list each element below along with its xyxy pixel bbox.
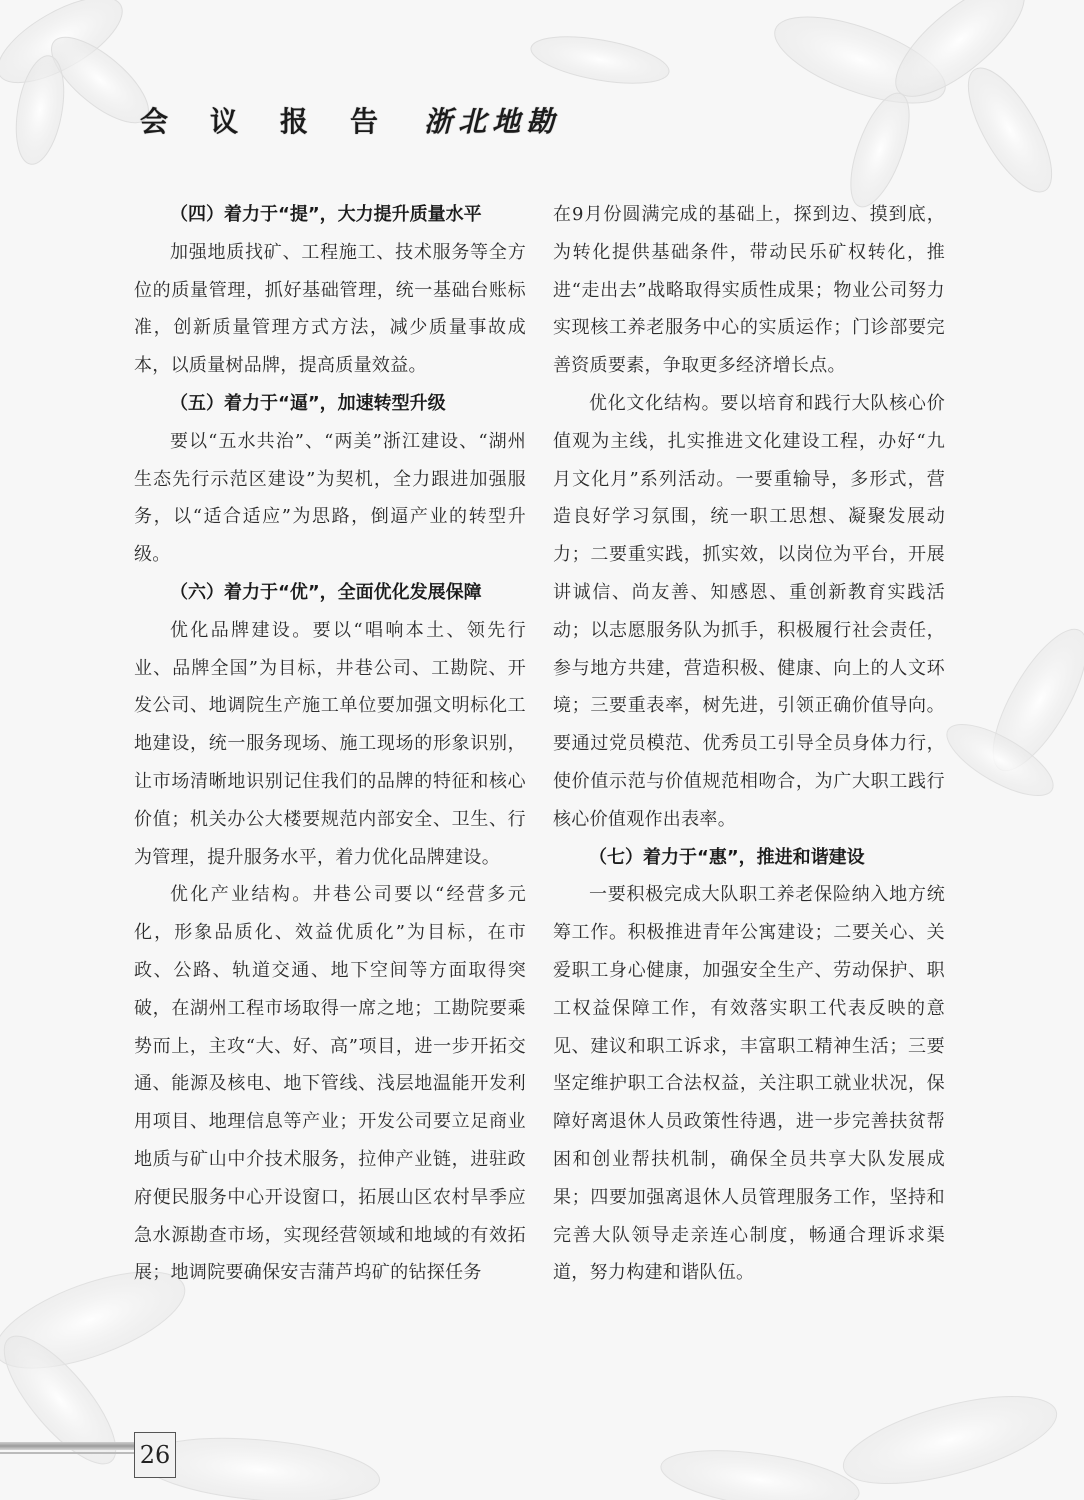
paragraph: 优化品牌建设。要以“唱响本土、领先行业、品牌全国”为目标，井巷公司、工勘院、开发公司、地调院生产施工单位要加强文明标化工地建设，统一服务现场、施工现场的形象识别，让市场清晰地识别记住我们的品牌的特征和核心价值；机关办公大楼要规范内部安全、卫生、行为管理，提升服务水平，着力优化品牌建设。 [134, 619, 526, 868]
flower-bottom-right [657, 1379, 1065, 1500]
header-char-1: 会 [140, 105, 169, 138]
section-heading-7: （七）着力于“惠”，推进和谐建设 [589, 846, 865, 868]
paragraph: 要以“五水共治”、“两美”浙江建设、“湖州生态先行示范区建设”为契机，全力跟进加强服务，以“适合适应”为思路，倒逼产业的转型升级。 [134, 430, 526, 566]
page-number: 26 [134, 1432, 176, 1478]
section-heading-5: （五）着力于“逼”，加速转型升级 [170, 392, 446, 414]
flower-top-left [0, 0, 161, 168]
flower-right-mid [937, 617, 1084, 809]
flower-top-right [528, 0, 1068, 214]
paragraph: 加强地质找矿、工程施工、技术服务等全方位的质量管理，抓好基础管理，统一基础台账标准，创新质量管理方式方法，减少质量事故成本，以质量树品牌，提高质量效益。 [134, 241, 526, 377]
header-char-3: 报 [280, 105, 309, 138]
paragraph: 优化产业结构。井巷公司要以“经营多元化，形象品质化、效益优质化”为目标，在市政、公路、轨道交通、地下空间等方面取得突破，在湖州工程市场取得一席之地；工勘院要乘势而上，主攻“大、好、高”项目，进一步开拓交通、能源及核电、地下管线、浅层地温能开发利用项目、地理信息等产业；开发公司要立足商业地质与矿山中介技术服务，拉伸产业链，进驻政府便民服务中心开设窗口，拓展山区农村旱季应急水源勘查市场，实现经营领域和地域的有效拓展；地调院要确保安吉蒲芦坞矿的钻探任务 [134, 884, 526, 1284]
paragraph-continued: 在9月份圆满完成的基础上，探到边、摸到底，为转化提供基础条件，带动民乐矿权转化，推进“走出去”战略取得实质性成果；物业公司努力实现核工养老服务中心的实质运作；门诊部要完善资质要素，争取更多经济增长点。 [553, 204, 945, 377]
section-heading-4: （四）着力于“提”，大力提升质量水平 [170, 204, 482, 225]
left-column [134, 196, 526, 1292]
footer-rule-thin [0, 1452, 134, 1454]
paragraph: 优化文化结构。要以培育和践行大队核心价值观为主线，扎实推进文化建设工程，办好“九月文化月”系列活动。一要重输导，多形式，营造良好学习氛围，统一职工思想、凝聚发展动力；二要重实践，抓实效，以岗位为平台，开展讲诚信、尚友善、知感恩、重创新教育实践活动；以志愿服务队为抓手，积极履行社会责任，参与地方共建，营造积极、健康、向上的人文环境；三要重表率，树先进，引领正确价值导向。要通过党员模范、优秀员工引导全员身体力行，使价值示范与价值规范相吻合，为广大职工践行核心价值观作出表率。 [553, 392, 945, 830]
brand-title: 浙北地勘 [424, 105, 561, 138]
header-char-2: 议 [210, 105, 239, 138]
paragraph: 一要积极完成大队职工养老保险纳入地方统筹工作。积极推进青年公寓建设；二要关心、关爱职工身心健康，加强安全生产、劳动保护、职工权益保障工作，有效落实职工代表反映的意见、建议和职工诉求，丰富职工精神生活；三要坚定维护职工合法权益，关注职工就业状况，保障好离退休人员政策性待遇，进一步完善扶贫帮困和创业帮扶机制，确保全员共享大队发展成果；四要加强离退休人员管理服务工作，坚持和完善大队领导走亲连心制度，畅通合理诉求渠道，努力构建和谐队伍。 [553, 884, 945, 1284]
footer-rule [0, 1442, 134, 1450]
section-heading-6: （六）着力于“优”，全面优化发展保障 [170, 581, 482, 603]
section-header [140, 92, 560, 148]
right-column [553, 196, 945, 1292]
header-char-4: 告 [350, 105, 379, 138]
